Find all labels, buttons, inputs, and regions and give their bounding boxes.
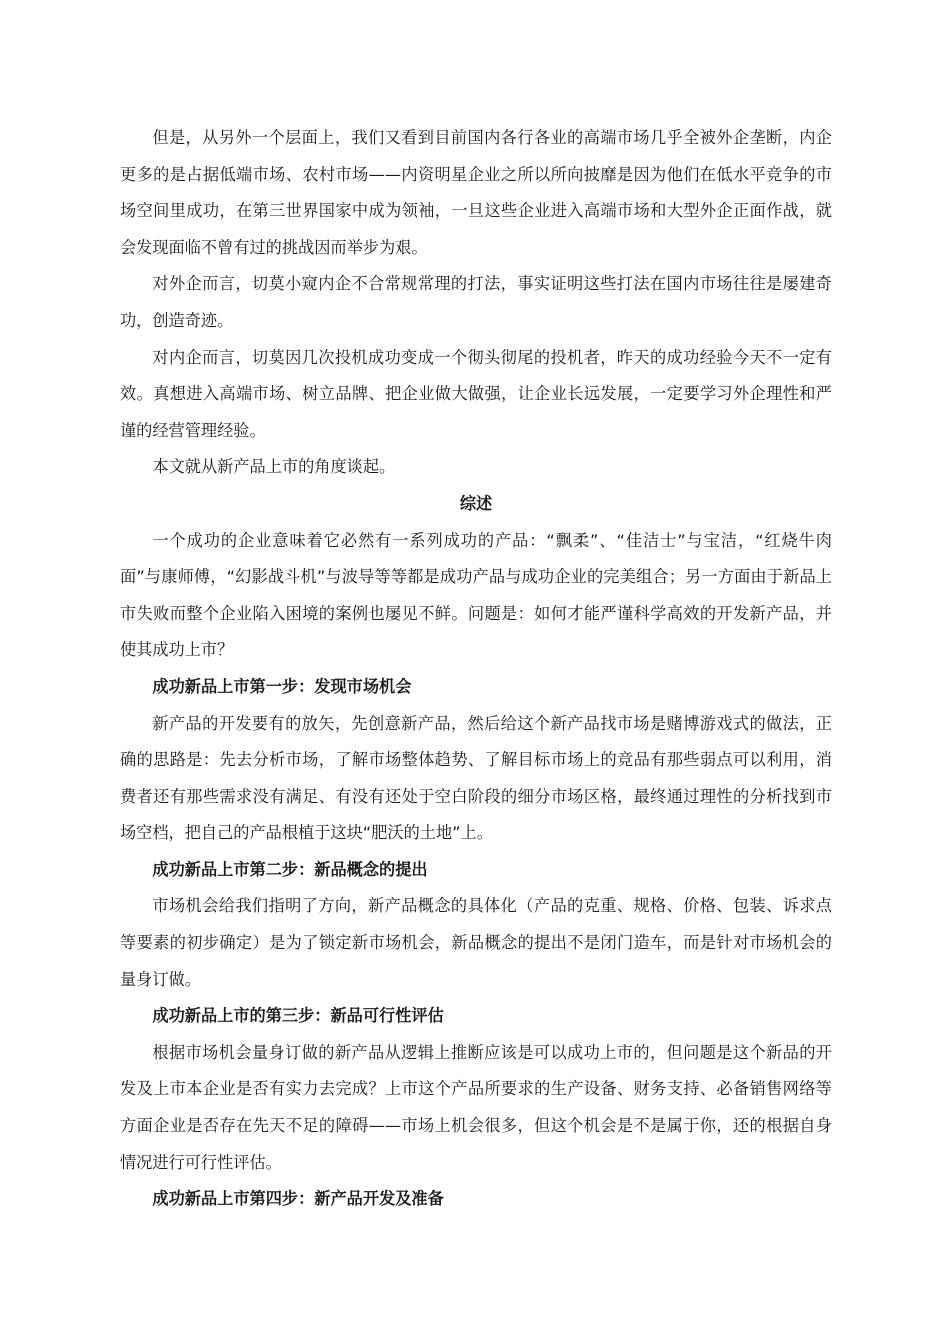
heading-step-4: 成功新品上市第四步：新产品开发及准备: [152, 1189, 444, 1209]
paragraph-domestic-enterprises: 对内企而言，切莫因几次投机成功变成一个彻头彻尾的投机者，昨天的成功经验今天不一定有效。真想进入高端市场、树立品牌、把企业做大做强，让企业长远发展，一定要学习外企理性和严谨的经营管理经验。: [120, 347, 832, 440]
paragraph-step-1: 新产品的开发要有的放矢，先创意新产品，然后给这个新产品找市场是赌博游戏式的做法，正确的思路是：先去分析市场，了解市场整体趋势、了解目标市场上的竞品有那些弱点可以利用，消费者还有那些需求没有满足、有没有还处于空白阶段的细分市场区格，最终通过理性的分析找到市场空档，把自己的产品根植于这块“肥沃的土地”上。: [120, 713, 832, 843]
heading-step-3: 成功新品上市的第三步：新品可行性评估: [152, 1006, 444, 1026]
heading-step-2: 成功新品上市第二步：新品概念的提出: [152, 859, 428, 879]
paragraph-introduction: 本文就从新产品上市的角度谈起。: [152, 457, 396, 477]
document-body: [120, 120, 832, 1218]
paragraph-overview: 一个成功的企业意味着它必然有一系列成功的产品：“飘柔”、“佳洁士”与宝洁，“红烧牛肉面”与康师傅，“幻影战斗机”与波导等等都是成功产品与成功企业的完美组合；另一方面由于新品上市失败而整个企业陷入困境的案例也屡见不鲜。问题是：如何才能严谨科学高效的开发新产品，并使其成功上市？: [120, 530, 832, 660]
paragraph-high-end-market: 但是，从另外一个层面上，我们又看到目前国内各行各业的高端市场几乎全被外企垄断，内企更多的是占据低端市场、农村市场——内资明星企业之所以所向披靡是因为他们在低水平竞争的市场空间里成功，在第三世界国家中成为领袖，一旦这些企业进入高端市场和大型外企正面作战，就会发现面临不曾有过的挑战因而举步为艰。: [120, 128, 832, 257]
paragraph-step-3: 根据市场机会量身订做的新产品从逻辑上推断应该是可以成功上市的，但问题是这个新品的开发及上市本企业是否有实力去完成？上市这个产品所要求的生产设备、财务支持、必备销售网络等方面企业是否存在先天不足的障碍——市场上机会很多，但这个机会是不是属于你，还的根据自身情况进行可行性评估。: [120, 1042, 832, 1172]
paragraph-foreign-enterprises: 对外企而言，切莫小窥内企不合常规常理的打法，事实证明这些打法在国内市场往往是屡建奇功，创造奇迹。: [120, 274, 832, 330]
paragraph-step-2: 市场机会给我们指明了方向，新产品概念的具体化（产品的克重、规格、价格、包装、诉求点等要素的初步确定）是为了锁定新市场机会，新品概念的提出不是闭门造车，而是针对市场机会的量身订做。: [120, 896, 832, 989]
heading-step-1: 成功新品上市第一步：发现市场机会: [152, 676, 412, 696]
section-title: 综述: [459, 493, 493, 513]
